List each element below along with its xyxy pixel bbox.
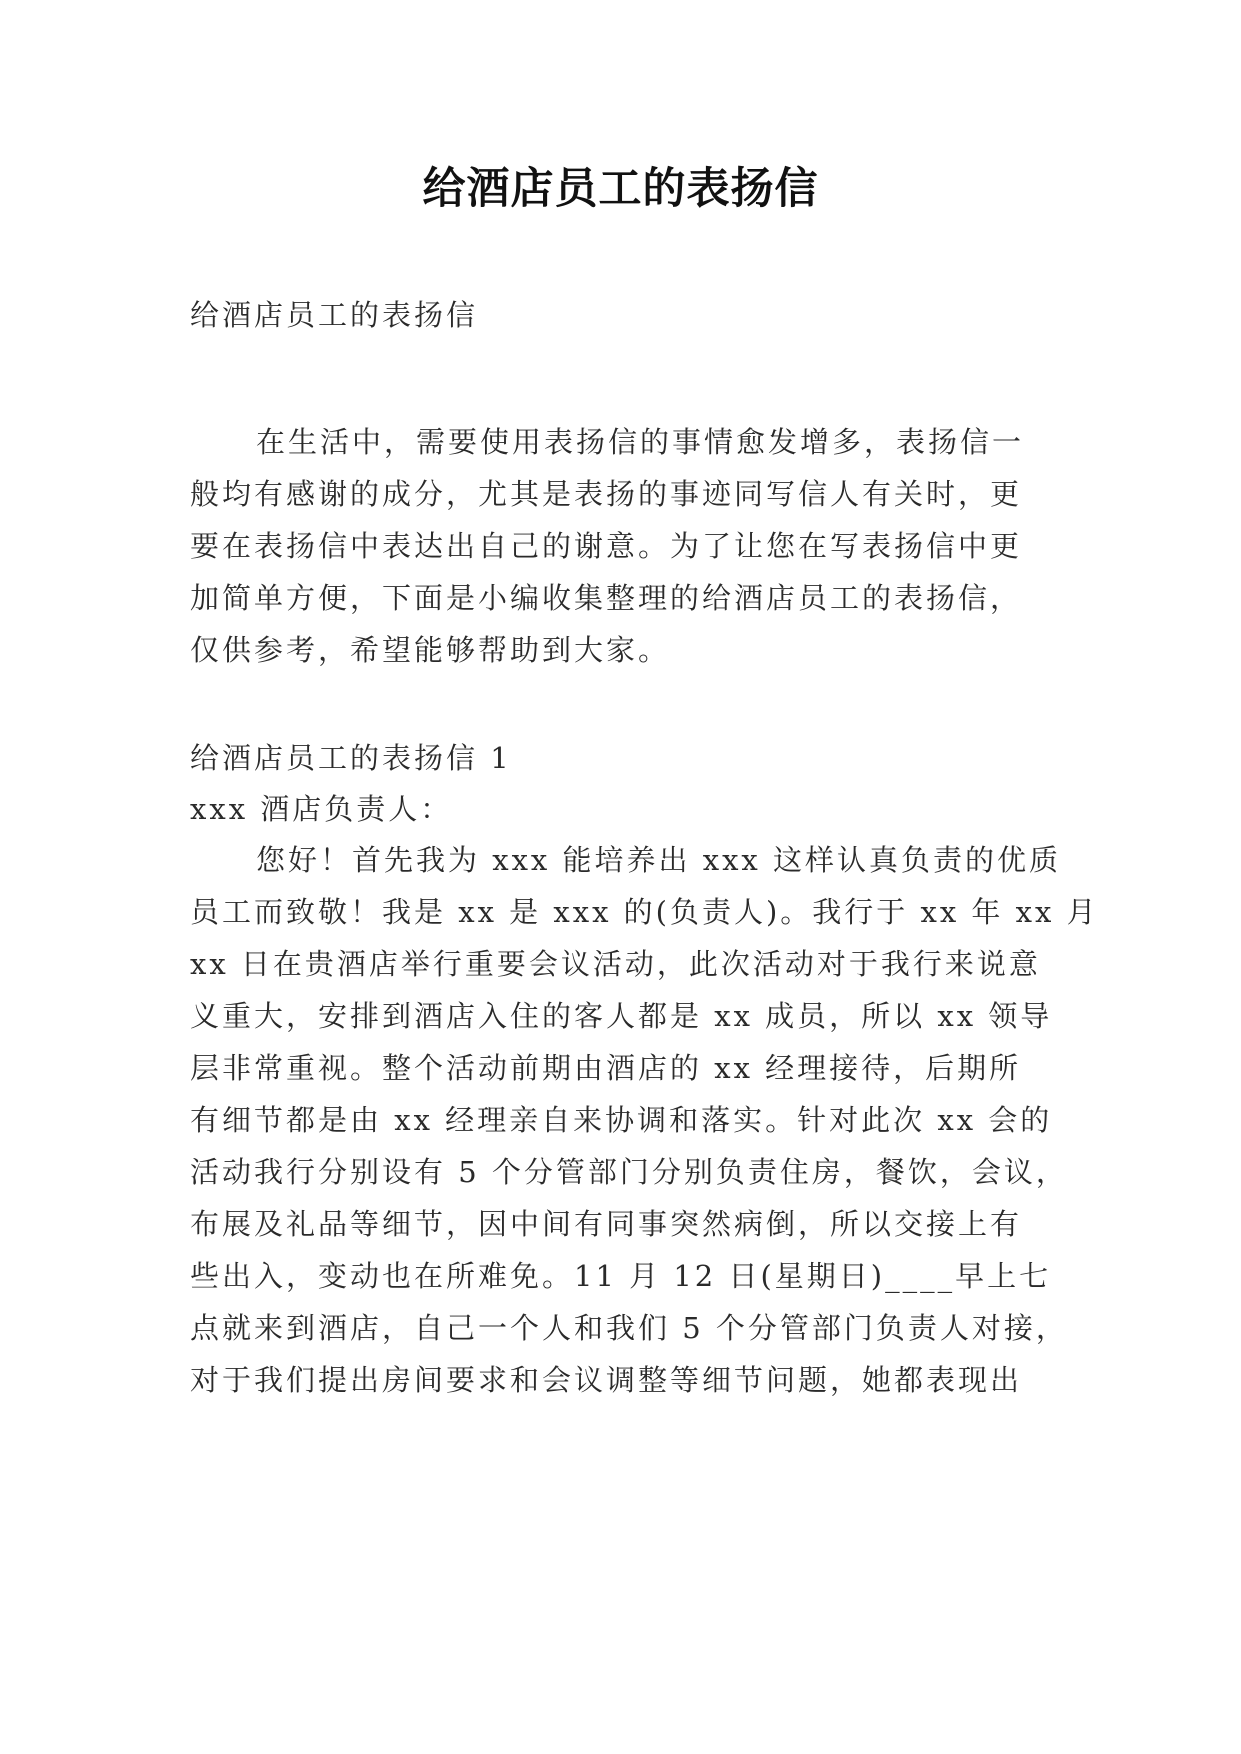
body-line: 布展及礼品等细节，因中间有同事突然病倒，所以交接上有 <box>190 1207 1023 1241</box>
body-line: 您好！首先我为 xxx 能培养出 xxx 这样认真负责的优质 <box>256 843 1062 877</box>
document-title: 给酒店员工的表扬信 <box>422 164 819 214</box>
body-line: xx 日在贵酒店举行重要会议活动，此次活动对于我行来说意 <box>190 947 1041 981</box>
body-line: 些出入，变动也在所难免。11 月 12 日(星期日)____早上七 <box>190 1259 1052 1293</box>
body-line: 有细节都是由 xx 经理亲自来协调和落实。针对此次 xx 会的 <box>190 1103 1053 1137</box>
body-line: 活动我行分别设有 5 个分管部门分别负责住房，餐饮，会议， <box>190 1155 1068 1189</box>
body-line: 对于我们提出房间要求和会议调整等细节问题，她都表现出 <box>190 1363 1023 1397</box>
section-heading: 给酒店员工的表扬信 1 <box>190 741 512 775</box>
intro-line: 仅供参考，希望能够帮助到大家。 <box>190 633 671 667</box>
body-line: 义重大，安排到酒店入住的客人都是 xx 成员，所以 xx 领导 <box>190 999 1053 1033</box>
intro-line: 加简单方便，下面是小编收集整理的给酒店员工的表扬信， <box>190 581 1023 615</box>
document-subtitle: 给酒店员工的表扬信 <box>190 298 479 332</box>
salutation: xxx 酒店负责人： <box>190 792 453 826</box>
intro-line: 在生活中，需要使用表扬信的事情愈发增多，表扬信一 <box>256 425 1025 459</box>
body-line: 层非常重视。整个活动前期由酒店的 xx 经理接待，后期所 <box>190 1051 1022 1085</box>
body-line: 员工而致敬！我是 xx 是 xxx 的(负责人)。我行于 xx 年 xx 月 <box>190 895 1099 929</box>
body-line: 点就来到酒店，自己一个人和我们 5 个分管部门负责人对接， <box>190 1311 1068 1345</box>
intro-line: 要在表扬信中表达出自己的谢意。为了让您在写表扬信中更 <box>190 529 1023 563</box>
intro-line: 般均有感谢的成分，尤其是表扬的事迹同写信人有关时，更 <box>190 477 1023 511</box>
